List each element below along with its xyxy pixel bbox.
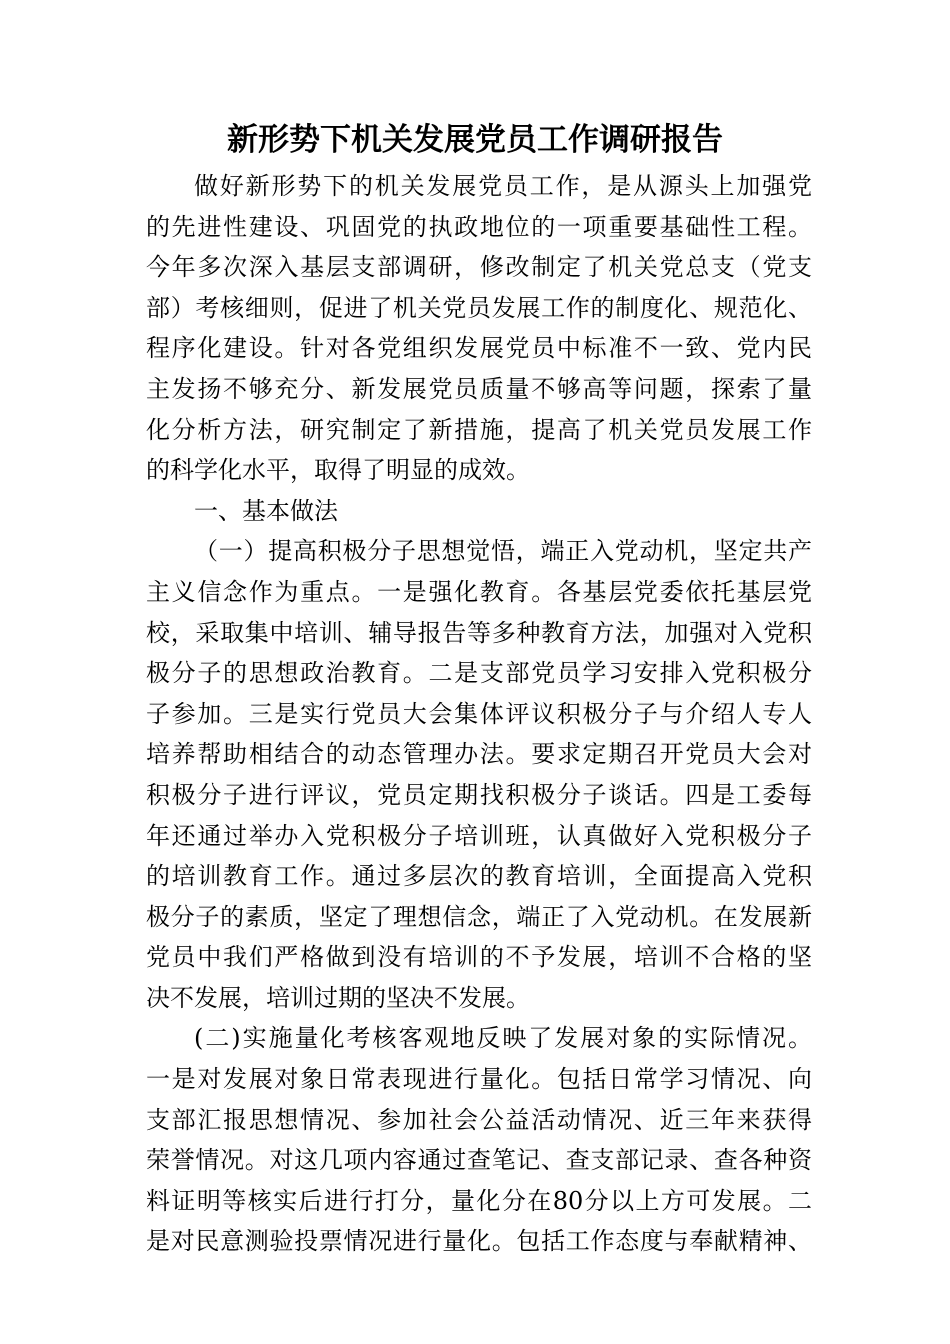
paragraph-line: 极分子的思想政治教育。二是支部党员学习安排入党积极分 (146, 659, 812, 688)
paragraph-line: 的先进性建设、巩固党的执政地位的一项重要基础性工程。 (146, 212, 812, 241)
paragraph-line: 主发扬不够充分、新发展党员质量不够高等问题，探索了量 (146, 374, 812, 403)
paragraph-line: 支部汇报思想情况、参加社会公益活动情况、近三年来获得 (146, 1105, 812, 1134)
paragraph-line: 程序化建设。针对各党组织发展党员中标准不一致、党内民 (146, 334, 812, 363)
paragraph-line: 的培训教育工作。通过多层次的教育培训，全面提高入党积 (146, 862, 812, 891)
document-title: 新形势下机关发展党员工作调研报告 (227, 122, 723, 158)
paragraph-line: 主义信念作为重点。一是强化教育。各基层党委依托基层党 (146, 577, 812, 606)
paragraph-line: 培养帮助相结合的动态管理办法。要求定期召开党员大会对 (146, 740, 812, 769)
paragraph-line: 的科学化水平，取得了明显的成效。 (146, 456, 530, 485)
section-heading: 一、基本做法 (194, 496, 338, 525)
paragraph-line: 部）考核细则，促进了机关党员发展工作的制度化、规范化、 (146, 293, 812, 322)
paragraph-line: 做好新形势下的机关发展党员工作，是从源头上加强党 (194, 172, 812, 200)
paragraph-line: 是对民意测验投票情况进行量化。包括工作态度与奉献精神、 (146, 1227, 812, 1256)
paragraph-line: 荣誉情况。对这几项内容通过查笔记、查支部记录、查各种资 (146, 1146, 812, 1175)
paragraph-line: 党员中我们严格做到没有培训的不予发展，培训不合格的坚 (146, 943, 812, 972)
paragraph-line: （一）提高积极分子思想觉悟，端正入党动机，坚定共产 (194, 537, 812, 566)
paragraph-line: 校，采取集中培训、辅导报告等多种教育方法，加强对入党积 (146, 618, 812, 647)
paragraph-line: 料证明等核实后进行打分，量化分在80分以上方可发展。二 (146, 1186, 812, 1215)
paragraph-line: 极分子的素质，坚定了理想信念，端正了入党动机。在发展新 (146, 902, 812, 931)
paragraph-line: 积极分子进行评议，党员定期找积极分子谈话。四是工委每 (146, 780, 812, 809)
paragraph-line: 子参加。三是实行党员大会集体评议积极分子与介绍人专人 (146, 699, 812, 728)
paragraph-line: 一是对发展对象日常表现进行量化。包括日常学习情况、向 (146, 1065, 812, 1094)
paragraph-line: (二)实施量化考核客观地反映了发展对象的实际情况。 (194, 1024, 812, 1053)
paragraph-line: 年还通过举办入党积极分子培训班，认真做好入党积极分子 (146, 821, 812, 850)
paragraph-line: 决不发展，培训过期的坚决不发展。 (146, 983, 530, 1012)
paragraph-line: 今年多次深入基层支部调研，修改制定了机关党总支（党支 (146, 253, 812, 282)
document-body (146, 166, 812, 1262)
paragraph-line: 化分析方法，研究制定了新措施，提高了机关党员发展工作 (146, 415, 812, 444)
